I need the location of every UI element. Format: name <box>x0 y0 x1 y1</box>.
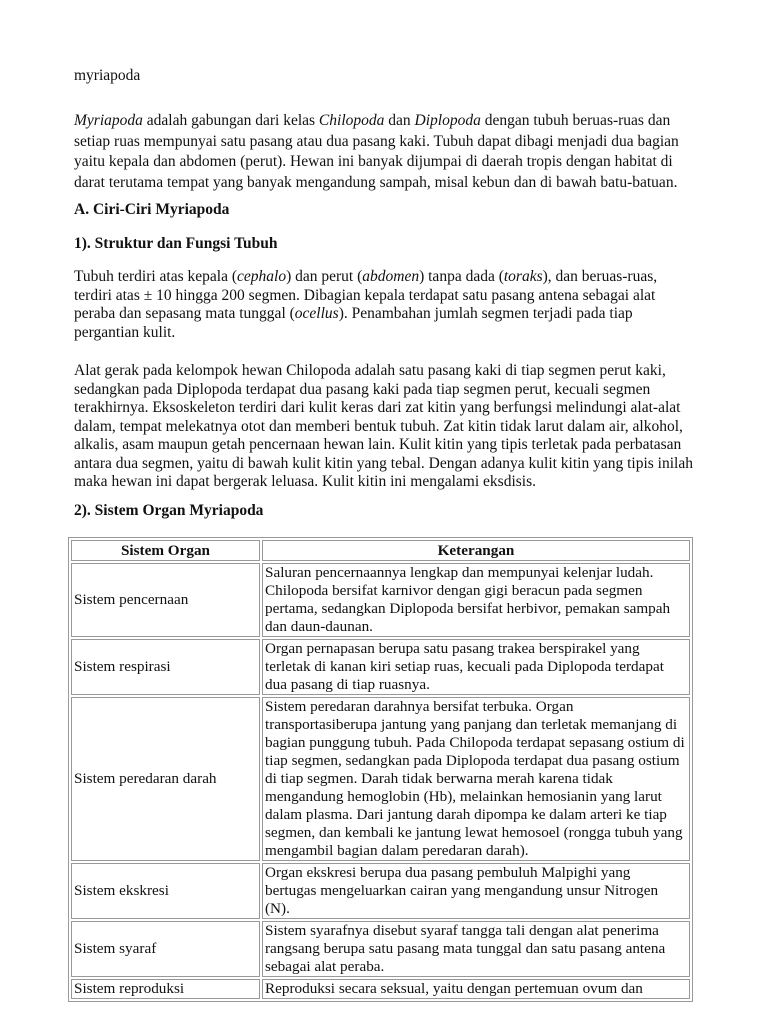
italic-term: cephalo <box>237 268 287 285</box>
text-segment: maka hewan ini dapat bergerak leluasa. Kulit kitin ini mengalami eksdisis. <box>74 473 537 490</box>
text-segment: terakhirnya. Eksoskeleton terdiri dari kulit keras dari zat kitin yang berfungsi melindungi alat-alat <box>74 399 681 416</box>
organ-cell: Sistem reproduksi <box>71 979 260 999</box>
structure-paragraph <box>74 268 657 342</box>
description-line: di tiap segmen. Darah tidak berwarna merah karena tidak <box>265 770 613 787</box>
text-line <box>74 324 657 343</box>
italic-term: Myriapoda <box>74 112 143 129</box>
description-cell <box>262 697 690 861</box>
description-line: dan daun-daunan. <box>265 618 373 635</box>
text-line <box>74 381 693 400</box>
text-line <box>74 287 657 306</box>
text-segment: pergantian kulit. <box>74 323 176 341</box>
text-segment: dengan tubuh beruas-ruas dan <box>480 112 671 129</box>
italic-term: Diplopoda <box>414 112 481 129</box>
text-line <box>74 362 693 381</box>
description-line: Organ pernapasan berupa satu pasang trakea berspirakel yang <box>265 640 640 657</box>
text-segment: ). Penambahan jumlah segmen terjadi pada tiap <box>338 305 633 322</box>
locomotion-paragraph <box>74 362 693 492</box>
table-row <box>71 921 690 977</box>
description-line: dalam plasma. Dari jantung darah dipompa ke dalam arteri ke tiap <box>265 806 667 823</box>
description-line: tiap segmen, sedangkan pada Diplopoda terdapat dua pasang ostium <box>265 752 680 769</box>
text-segment: setiap ruas mempunyai satu pasang atau dua pasang kaki. Tubuh dapat dibagi menjadi dua bagian <box>74 132 679 150</box>
description-line: Chilopoda bersifat karnivor dengan gigi beracun pada segmen <box>265 582 643 599</box>
text-segment: antara dua segmen, yaitu di bawah kulit kitin yang tebal. Dengan adanya kulit kitin yang tipis inilah <box>74 454 693 472</box>
italic-term: Chilopoda <box>318 112 385 129</box>
table-row <box>71 697 690 861</box>
heading-a: A. Ciri-Ciri Myriapoda <box>74 201 230 218</box>
text-segment: Tubuh terdiri atas kepala ( <box>74 268 237 285</box>
text-segment: Alat gerak pada kelompok hewan Chilopoda adalah satu pasang kaki di tiap segmen perut kaki, <box>74 362 666 379</box>
description-line: Sistem peredaran darahnya bersifat terbuka. Organ <box>265 698 574 715</box>
text-line <box>74 473 693 492</box>
text-line <box>74 418 693 437</box>
description-line: Saluran pencernaannya lengkap dan mempunyai kelenjar ludah. <box>265 564 654 581</box>
text-line <box>74 132 679 153</box>
intro-paragraph <box>74 111 679 194</box>
italic-term: abdomen <box>362 268 420 285</box>
organ-cell: Sistem pencernaan <box>71 563 260 637</box>
heading-2: 2). Sistem Organ Myriapoda <box>74 502 264 519</box>
description-line: mengandung hemoglobin (Hb), melainkan hemosianin yang larut <box>265 788 662 805</box>
text-segment: adalah gabungan dari kelas <box>142 112 319 129</box>
table-row <box>71 563 690 637</box>
description-cell <box>262 921 690 977</box>
text-segment: alkalis, asam maupun getah pencernaan hewan lain. Kulit kitin yang tipis terletak pada perbatasan <box>74 436 682 453</box>
description-line: pertama, sedangkan Diplopoda bersifat herbivor, pemakan sampah <box>265 600 671 617</box>
description-line: mengambil bagian dalam peredaran darah). <box>265 842 529 859</box>
organ-cell: Sistem respirasi <box>71 639 260 695</box>
text-segment: ) dan perut ( <box>286 268 363 285</box>
text-line <box>74 305 657 324</box>
description-line: Sistem syarafnya disebut syaraf tangga tali dengan alat penerima <box>265 922 659 939</box>
italic-term: toraks <box>503 268 543 285</box>
italic-term: ocellus <box>294 305 339 322</box>
text-segment: ), dan beruas-ruas, <box>542 268 658 285</box>
text-line <box>74 152 679 173</box>
text-segment: ) tanpa dada ( <box>419 268 504 285</box>
text-segment: terdiri atas ± 10 hingga 200 segmen. Dibagian kepala terdapat satu pasang antena sebagai alat <box>74 286 656 304</box>
description-line: sebagai alat peraba. <box>265 958 385 975</box>
table-row <box>71 863 690 919</box>
text-line <box>74 455 693 474</box>
description-cell <box>262 563 690 637</box>
table-row <box>71 639 690 695</box>
text-segment: dan <box>384 112 415 129</box>
table-row <box>71 979 690 999</box>
organ-cell: Sistem syaraf <box>71 921 260 977</box>
organ-cell: Sistem ekskresi <box>71 863 260 919</box>
text-line <box>74 111 679 132</box>
text-segment: yaitu kepala dan abdomen (perut). Hewan ini banyak dijumpai di daerah tropis dengan habitat di <box>74 153 673 171</box>
document-title: myriapoda <box>74 67 141 84</box>
table-header-row <box>71 540 690 561</box>
description-line: rangsang berupa satu pasang mata tunggal dan satu pasang antena <box>265 940 666 957</box>
text-line <box>74 436 693 455</box>
text-segment: sedangkan pada Diplopoda terdapat dua pasang kaki pada tiap segmen perut, kecuali segmen <box>74 380 651 398</box>
organ-cell: Sistem peredaran darah <box>71 697 260 861</box>
text-line <box>74 399 693 418</box>
text-segment: darat terutama tempat yang banyak mengandung sampah, misal kebun dan di bawah batu-batuan. <box>74 174 678 192</box>
description-line: Reproduksi secara seksual, yaitu dengan pertemuan ovum dan <box>265 980 643 997</box>
description-line: dua pasang di tiap ruasnya. <box>265 676 430 693</box>
heading-1: 1). Struktur dan Fungsi Tubuh <box>74 235 278 252</box>
description-line: bertugas mengeluarkan cairan yang mengandung unsur Nitrogen <box>265 882 659 899</box>
text-line <box>74 173 679 194</box>
description-line: bagian punggung tubuh. Pada Chilopoda terdapat sepasang ostium di <box>265 734 685 751</box>
column-header-organ: Sistem Organ <box>71 540 260 561</box>
text-segment: peraba dan sepasang mata tunggal ( <box>74 305 295 322</box>
text-line <box>74 268 657 287</box>
organ-system-table <box>68 537 693 1002</box>
text-segment: dalam, tempat melekatnya otot dan memberi bentuk tubuh. Zat kitin tidak larut dalam air, alkohol, <box>74 417 683 435</box>
description-cell <box>262 979 690 999</box>
description-cell <box>262 863 690 919</box>
description-line: Organ ekskresi berupa dua pasang pembuluh Malpighi yang <box>265 864 631 881</box>
description-line: terletak di kanan kiri setiap ruas, kecuali pada Diplopoda terdapat <box>265 658 664 675</box>
description-cell <box>262 639 690 695</box>
description-line: segmen, dan kembali ke jantung lewat hemosoel (rongga tubuh yang <box>265 824 683 841</box>
column-header-description: Keterangan <box>262 540 690 561</box>
description-line: transportasiberupa jantung yang panjang dan terletak memanjang di <box>265 716 678 733</box>
description-line: (N). <box>265 900 290 917</box>
